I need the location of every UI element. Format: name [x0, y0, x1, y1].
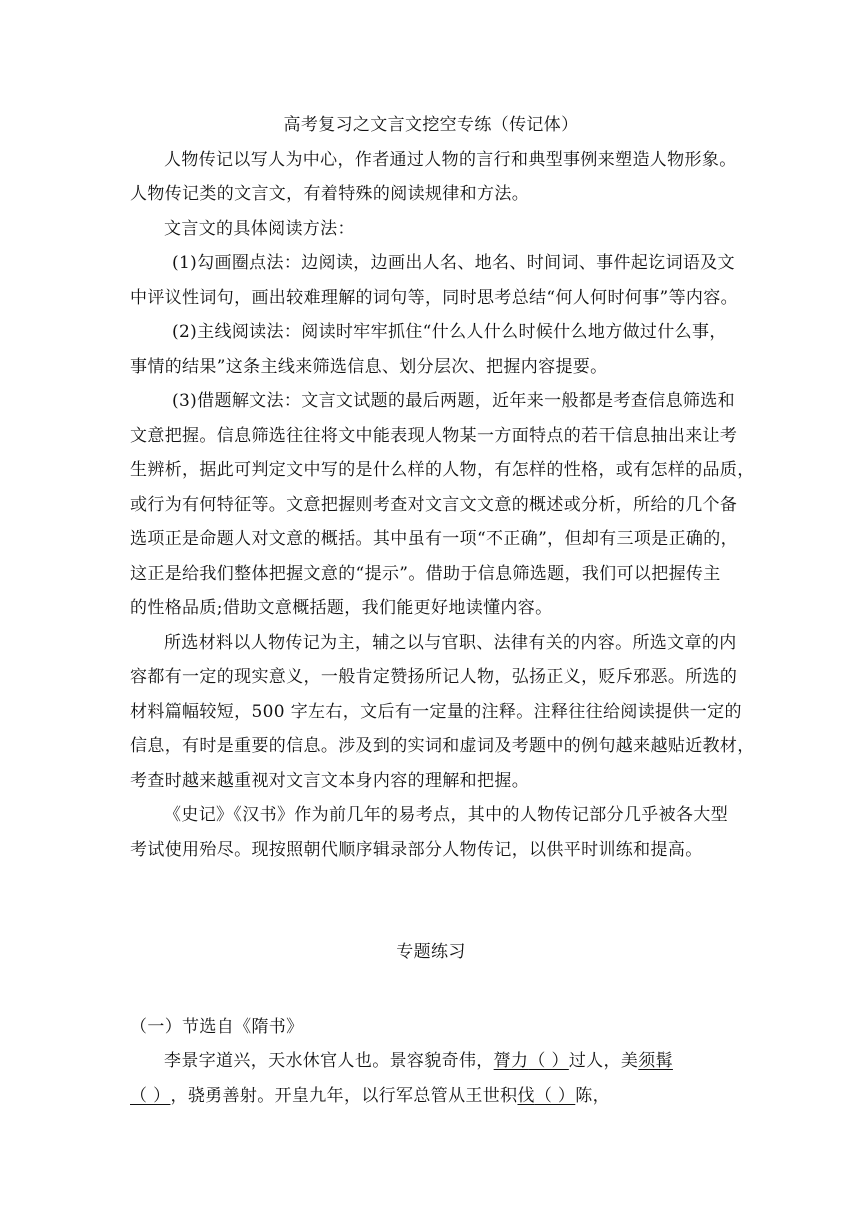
materials-line-4: 信息，有时是重要的信息。涉及到的实词和虚词及考题中的例句越来越贴近教材，	[130, 736, 755, 756]
intro-line-2: 人物传记类的文言文，有着特殊的阅读规律和方法。	[130, 184, 530, 204]
materials-line-5: 考查时越来越重视对文言文本身内容的理解和把握。	[130, 770, 530, 791]
underlined-word: 伐	[517, 1085, 535, 1106]
method3-line-5: 选项正是命题人对文意的概括。其中虽有一项“不正确”，但却有三项是正确的，	[130, 529, 738, 549]
method1-line-1: (1)勾画圈点法：边阅读，边画出人名、地名、时间词、事件起讫词语及文	[172, 253, 735, 273]
fill-blank[interactable]: （ ）	[130, 1085, 171, 1106]
methods-heading: 文言文的具体阅读方法：	[164, 218, 355, 239]
method2-line-2: 事情的结果”这条主线来筛选信息、划分层次、把握内容提要。	[130, 356, 608, 377]
passage-text: 李景字道兴，天水休官人也。景容貌奇伟，	[164, 1051, 494, 1071]
method1-line-2: 中评议性词句，画出较难理解的词句等，同时思考总结“何人何时何事”等内容。	[130, 287, 738, 308]
history-line-2: 考试使用殆尽。现按照朝代顺序辑录部分人物传记，以供平时训练和提高。	[130, 839, 703, 860]
passage-line-2	[130, 1079, 732, 1114]
method3-line-6: 这正是给我们整体把握文意的“提示”。借助于信息筛选题，我们可以把握传主	[130, 563, 721, 584]
method3-line-3: 生辨析，据此可判定文中写的是什么样的人物，有怎样的性格，或有怎样的品质，	[130, 460, 755, 480]
method3-line-1: (3)借题解文法：文言文试题的最后两题，近年来一般都是考查信息筛选和	[172, 391, 735, 411]
passage-text: ，骁勇善射。开皇九年，以行军总管从王世积	[170, 1085, 518, 1106]
method2-line-1: (2)主线阅读法：阅读时牢牢抓住“什么人什么时候什么地方做过什么事，	[172, 322, 727, 342]
fill-blank[interactable]: （ ）	[534, 1085, 576, 1106]
method3-line-7: 的性格品质;借助文意概括题，我们能更好地读懂内容。	[130, 598, 553, 618]
materials-line-3: 材料篇幅较短，500 字左右，文后有一定量的注释。注释往往给阅读提供一定的	[130, 701, 742, 722]
passage-line-1	[130, 1044, 732, 1079]
underlined-word: 须髯	[638, 1051, 673, 1071]
method3-line-4: 或行为有何特征等。文意把握则考查对文言文文意的概述或分析，所给的几个备	[130, 494, 738, 515]
underlined-word: 膂力	[493, 1051, 529, 1071]
fill-blank[interactable]: （ ）	[528, 1051, 569, 1071]
passage-text: 陈，	[575, 1085, 610, 1106]
document-title: 高考复习之文言文挖空专练（传记体）	[283, 115, 579, 135]
section-heading: （一）节选自《隋书》	[130, 1016, 304, 1037]
materials-line-1: 所选材料以人物传记为主，辅之以与官职、法律有关的内容。所选文章的内	[164, 632, 737, 653]
passage-text: 过人，美	[568, 1051, 639, 1071]
intro-line-1: 人物传记以写人为中心，作者通过人物的言行和典型事例来塑造人物形象。	[164, 149, 737, 170]
history-line-1: 《史记》《汉书》作为前几年的易考点，其中的人物传记部分几乎被各大型	[164, 805, 729, 825]
method3-line-2: 文意把握。信息筛选往往将文中能表现人物某一方面特点的若干信息抽出来让考	[130, 425, 738, 446]
materials-line-2: 容都有一定的现实意义，一般肯定赞扬所记人物，弘扬正义，贬斥邪恶。所选的	[130, 667, 738, 687]
practice-title: 专题练习	[396, 942, 466, 962]
